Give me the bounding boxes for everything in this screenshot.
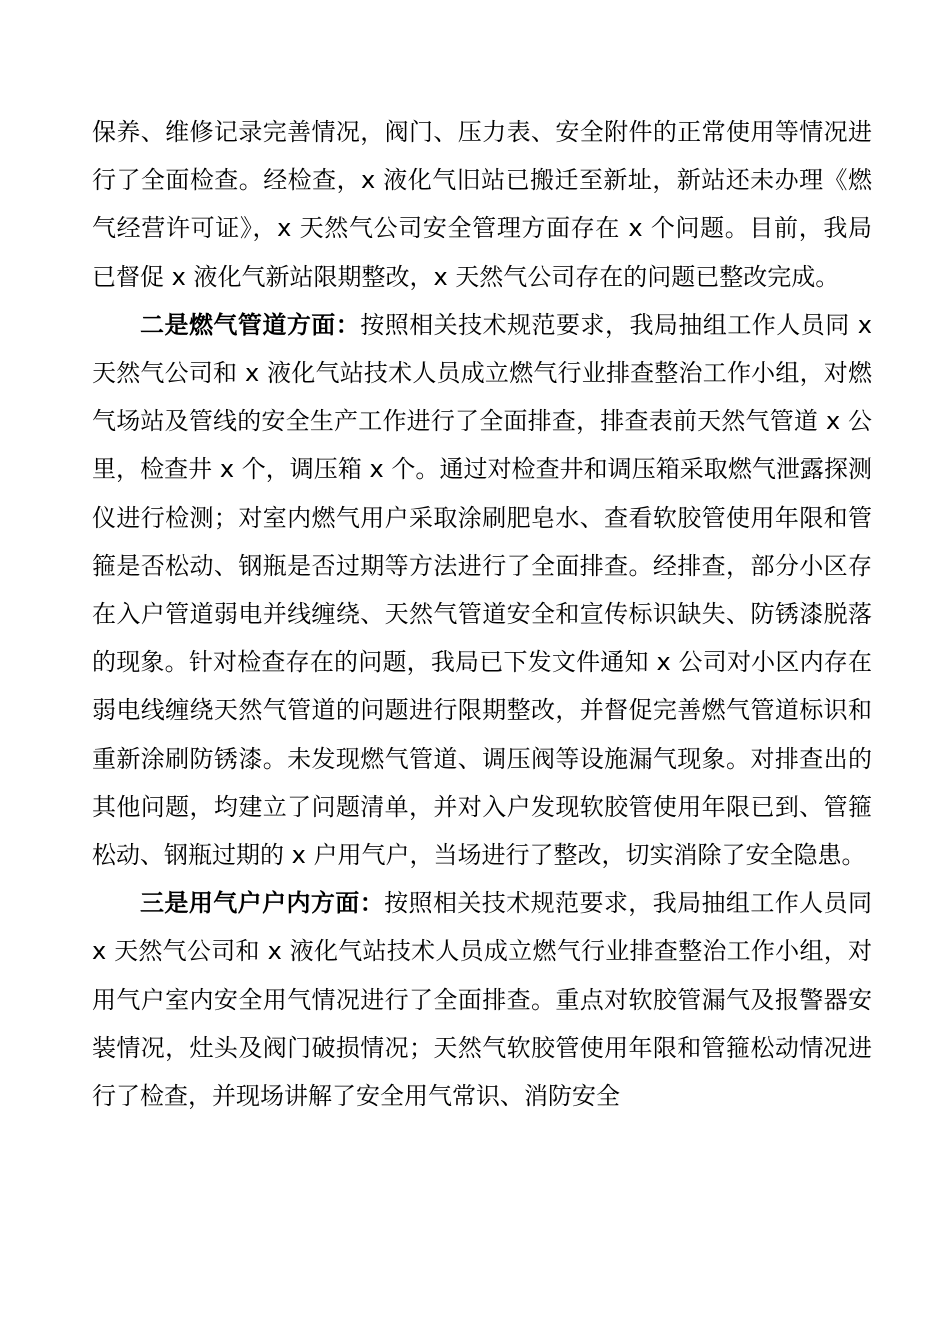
paragraph-1-text: 保养、维修记录完善情况，阀门、压力表、安全附件的正常使用等情况进行了全面检查。经检查，x 液化气旧站已搬迁至新址，新站还未办理《燃气经营许可证》，x 天然气公司安全管理方面存在 x 个问题。目前，我局已督促 x 液化气新站限期整改，x 天然气公司存在的问题已整改完成。 [92,118,872,291]
paragraph-3-heading: 三是用气户户内方面： [140,889,385,918]
paragraph-2 [92,301,872,879]
paragraph-2-text: 按照相关技术规范要求，我局抽组工作人员同 x 天然气公司和 x 液化气站技术人员成立燃气行业排查整治工作小组，对燃气场站及管线的安全生产工作进行了全面排查，排查表前天然气管道 x 公里，检查井 x 个，调压箱 x 个。通过对检查井和调压箱采取燃气泄露探测仪进行检测；对室内燃气用户采取涂刷肥皂水、查看软胶管使用年限和管箍是否松动、钢瓶是否过期等方法进行了全面排查。经排查，部分小区存在入户管道弱电并线缠绕、天然气管道安全和宣传标识缺失、防锈漆脱落的现象。针对检查存在的问题，我局已下发文件通知 x 公司对小区内存在弱电线缠绕天然气管道的问题进行限期整改，并督促完善燃气管道标识和重新涂刷防锈漆。未发现燃气管道、调压阀等设施漏气现象。对排查出的其他问题，均建立了问题清单，并对入户发现软胶管使用年限已到、管箍松动、钢瓶过期的 x 户用气户，当场进行了整改，切实消除了安全隐患。 [92,310,872,870]
paragraph-3-text: 按照相关技术规范要求，我局抽组工作人员同 x 天然气公司和 x 液化气站技术人员成立燃气行业排查整治工作小组，对用气户室内安全用气情况进行了全面排查。重点对软胶管漏气及报警器安装情况，灶头及阀门破损情况；天然气软胶管使用年限和管箍松动情况进行了检查，并现场讲解了安全用气常识、消防安全 [92,889,873,1111]
paragraph-1 [92,108,872,301]
paragraph-2-heading: 二是燃气管道方面： [140,310,361,339]
paragraph-3 [92,879,872,1120]
document-body [92,108,872,1120]
